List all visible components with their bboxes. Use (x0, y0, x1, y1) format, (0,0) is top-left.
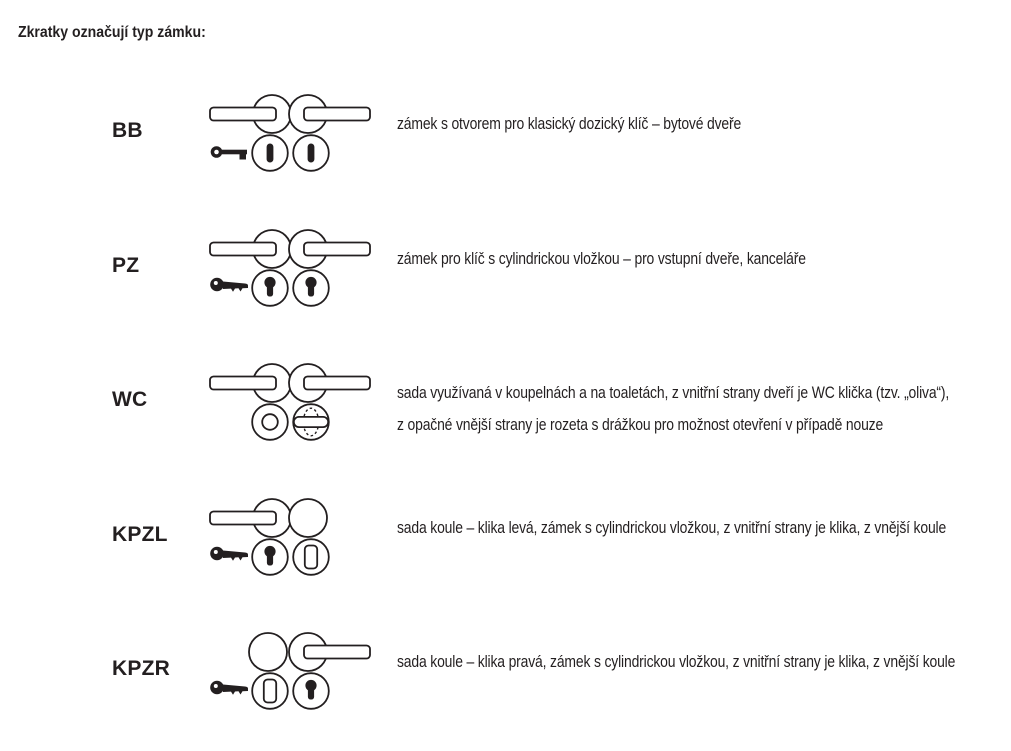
blind-rosette-icon (250, 671, 290, 711)
door-handle-left-icon (209, 497, 293, 539)
lock-description-line: z opačné vnější strany je rozeta s drážkou pro možnost otevření v případě nouze (397, 415, 884, 434)
knob-ball-icon (247, 631, 289, 673)
lock-description-line: sada koule – klika pravá, zámek s cylindrickou vložkou, z vnitřní strany je klika, z vnější koule (397, 652, 956, 671)
bb-keyhole-rosette-icon (291, 133, 331, 173)
lock-icon-cluster-pz (205, 228, 390, 308)
blind-rosette-icon (291, 537, 331, 577)
lock-type-row-bb (0, 93, 1011, 213)
lock-type-row-wc (0, 362, 1011, 482)
pz-keyhole-rosette-icon (250, 268, 290, 308)
pz-keyhole-rosette-icon (250, 537, 290, 577)
door-handle-right-icon (287, 631, 371, 673)
lock-code-pz: PZ (112, 254, 140, 277)
door-handle-left-icon (209, 228, 293, 270)
pz-key-icon (210, 679, 252, 701)
lock-type-row-kpzr (0, 631, 1011, 751)
lock-code-bb: BB (112, 119, 143, 142)
door-handle-right-icon (287, 93, 371, 135)
bb-key-icon (210, 141, 252, 163)
lock-description-line: zámek pro klíč s cylindrickou vložkou – pro vstupní dveře, kanceláře (397, 249, 806, 268)
lock-code-kpzl: KPZL (112, 523, 168, 546)
lock-code-kpzr: KPZR (112, 657, 170, 680)
knob-ball-icon (287, 497, 329, 539)
lock-description-line: zámek s otvorem pro klasický dozický klíč – bytové dveře (397, 114, 742, 133)
lock-type-row-kpzl (0, 497, 1011, 617)
door-handle-right-icon (287, 228, 371, 270)
door-handle-left-icon (209, 93, 293, 135)
lock-description (397, 377, 949, 441)
lock-description (397, 243, 806, 275)
door-handle-right-icon (287, 362, 371, 404)
page-title: Zkratky označují typ zámku: (18, 24, 206, 41)
lock-code-wc: WC (112, 388, 148, 411)
pz-key-icon (210, 545, 252, 567)
lock-description (397, 646, 955, 678)
pz-key-icon (210, 276, 252, 298)
door-handle-left-icon (209, 362, 293, 404)
lock-description-line: sada koule – klika levá, zámek s cylindrickou vložkou, z vnitřní strany je klika, z vnější koule (397, 518, 947, 537)
lock-icon-cluster-wc (205, 362, 390, 442)
lock-icon-cluster-bb (205, 93, 390, 173)
lock-description (397, 108, 741, 140)
lock-type-row-pz (0, 228, 1011, 348)
bb-keyhole-rosette-icon (250, 133, 290, 173)
lock-description-line: sada využívaná v koupelnách a na toaletách, z vnitřní strany dveří je WC klička (tzv. „oliva“), (397, 383, 950, 402)
pz-keyhole-rosette-icon (291, 268, 331, 308)
wc-rosette-slot-icon (250, 402, 290, 442)
wc-oliva-knob-icon (291, 402, 331, 442)
lock-icon-cluster-kpzr (205, 631, 390, 711)
lock-description (397, 512, 946, 544)
lock-icon-cluster-kpzl (205, 497, 390, 577)
pz-keyhole-rosette-icon (291, 671, 331, 711)
